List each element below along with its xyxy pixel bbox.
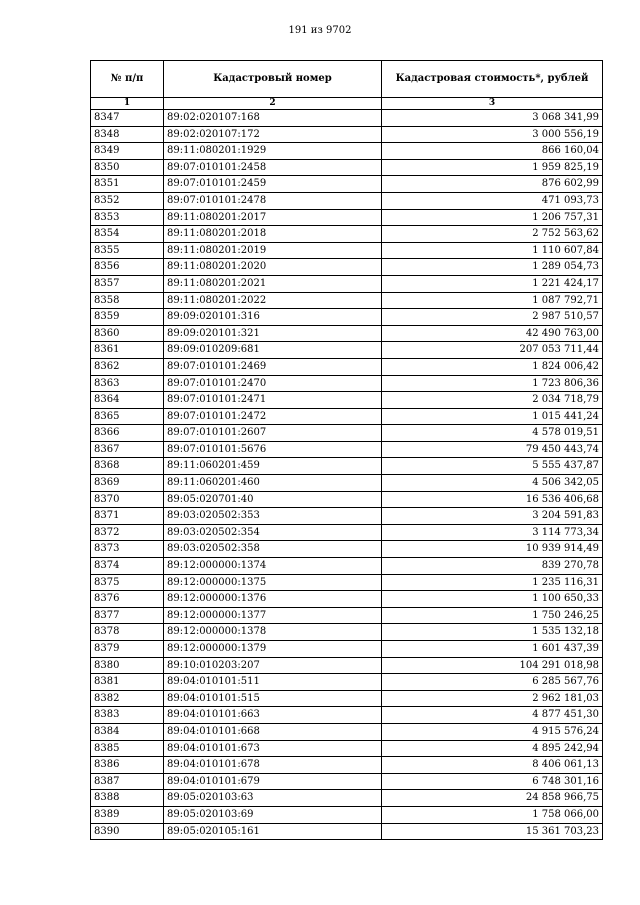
cadastral-number: 89:03:020502:358: [164, 541, 382, 558]
cadastral-number: 89:05:020105:161: [164, 823, 382, 840]
row-index: 8368: [91, 458, 164, 475]
table-row: [91, 275, 603, 292]
cadastral-number: 89:03:020502:354: [164, 524, 382, 541]
cadastral-number: 89:12:000000:1379: [164, 641, 382, 658]
table-row: [91, 690, 603, 707]
cadastral-value: 1 087 792,71: [382, 292, 603, 309]
row-index: 8373: [91, 541, 164, 558]
cadastral-value: 471 093,73: [382, 192, 603, 209]
table-row: [91, 790, 603, 807]
cadastral-number: 89:10:010203:207: [164, 657, 382, 674]
table-row: [91, 657, 603, 674]
cadastral-value: 16 536 406,68: [382, 491, 603, 508]
cadastral-value: 24 858 966,75: [382, 790, 603, 807]
cadastral-value: 79 450 443,74: [382, 441, 603, 458]
row-index: 8387: [91, 773, 164, 790]
cadastral-number: 89:07:010101:2458: [164, 159, 382, 176]
cadastral-value: 8 406 061,13: [382, 757, 603, 774]
cadastral-value: 2 752 563,62: [382, 226, 603, 243]
row-index: 8374: [91, 558, 164, 575]
cadastral-number: 89:12:000000:1375: [164, 574, 382, 591]
table-row: [91, 375, 603, 392]
row-index: 8350: [91, 159, 164, 176]
table-row: [91, 143, 603, 160]
row-index: 8386: [91, 757, 164, 774]
cadastral-value: 1 289 054,73: [382, 259, 603, 276]
cadastral-number: 89:04:010101:673: [164, 740, 382, 757]
cadastral-value: 2 962 181,03: [382, 690, 603, 707]
cadastral-number: 89:11:080201:2020: [164, 259, 382, 276]
cadastral-number: 89:04:010101:678: [164, 757, 382, 774]
column-number: 2: [164, 98, 382, 110]
cadastral-value: 839 270,78: [382, 558, 603, 575]
cadastral-value: 15 361 703,23: [382, 823, 603, 840]
table-row: [91, 707, 603, 724]
header-cadastral-value: Кадастровая стоимость*, рублей: [382, 61, 603, 98]
table-row: [91, 491, 603, 508]
cadastral-table: [90, 60, 603, 840]
cadastral-number: 89:07:010101:2470: [164, 375, 382, 392]
table-row: [91, 674, 603, 691]
cadastral-number: 89:11:060201:459: [164, 458, 382, 475]
row-index: 8351: [91, 176, 164, 193]
table-row: [91, 757, 603, 774]
cadastral-number: 89:09:010209:681: [164, 342, 382, 359]
cadastral-number: 89:04:010101:668: [164, 723, 382, 740]
cadastral-value: 10 939 914,49: [382, 541, 603, 558]
table-row: [91, 392, 603, 409]
row-index: 8352: [91, 192, 164, 209]
row-index: 8359: [91, 309, 164, 326]
cadastral-number: 89:04:010101:511: [164, 674, 382, 691]
cadastral-number: 89:07:010101:2478: [164, 192, 382, 209]
cadastral-number: 89:04:010101:515: [164, 690, 382, 707]
table-row: [91, 574, 603, 591]
row-index: 8360: [91, 325, 164, 342]
row-index: 8347: [91, 110, 164, 127]
row-index: 8364: [91, 392, 164, 409]
cadastral-number: 89:07:010101:2469: [164, 358, 382, 375]
cadastral-value: 4 915 576,24: [382, 723, 603, 740]
table-row: [91, 508, 603, 525]
cadastral-number: 89:02:020107:172: [164, 126, 382, 143]
row-index: 8362: [91, 358, 164, 375]
column-number-row: [91, 98, 603, 110]
cadastral-value: 42 490 763,00: [382, 325, 603, 342]
cadastral-value: 1 824 006,42: [382, 358, 603, 375]
page-number: 191 из 9702: [288, 25, 352, 36]
row-index: 8358: [91, 292, 164, 309]
table-row: [91, 309, 603, 326]
table-row: [91, 458, 603, 475]
row-index: 8365: [91, 408, 164, 425]
cadastral-value: 1 750 246,25: [382, 607, 603, 624]
cadastral-value: 6 748 301,16: [382, 773, 603, 790]
cadastral-number: 89:09:020101:316: [164, 309, 382, 326]
row-index: 8370: [91, 491, 164, 508]
table-row: [91, 723, 603, 740]
row-index: 8371: [91, 508, 164, 525]
row-index: 8366: [91, 425, 164, 442]
table-row: [91, 226, 603, 243]
cadastral-number: 89:07:010101:2607: [164, 425, 382, 442]
cadastral-number: 89:03:020502:353: [164, 508, 382, 525]
row-index: 8353: [91, 209, 164, 226]
table-row: [91, 408, 603, 425]
cadastral-value: 3 068 341,99: [382, 110, 603, 127]
cadastral-value: 4 877 451,30: [382, 707, 603, 724]
cadastral-number: 89:04:010101:679: [164, 773, 382, 790]
cadastral-number: 89:05:020103:63: [164, 790, 382, 807]
row-index: 8369: [91, 475, 164, 492]
cadastral-number: 89:04:010101:663: [164, 707, 382, 724]
cadastral-value: 3 000 556,19: [382, 126, 603, 143]
row-index: 8389: [91, 806, 164, 823]
table-row: [91, 126, 603, 143]
row-index: 8348: [91, 126, 164, 143]
cadastral-value: 1 535 132,18: [382, 624, 603, 641]
cadastral-value: 1 110 607,84: [382, 242, 603, 259]
cadastral-number: 89:07:010101:2472: [164, 408, 382, 425]
cadastral-value: 3 114 773,34: [382, 524, 603, 541]
cadastral-value: 1 015 441,24: [382, 408, 603, 425]
cadastral-number: 89:05:020103:69: [164, 806, 382, 823]
table-row: [91, 342, 603, 359]
row-index: 8357: [91, 275, 164, 292]
table-row: [91, 641, 603, 658]
cadastral-number: 89:12:000000:1378: [164, 624, 382, 641]
row-index: 8361: [91, 342, 164, 359]
cadastral-number: 89:02:020107:168: [164, 110, 382, 127]
cadastral-value: 1 235 116,31: [382, 574, 603, 591]
table-row: [91, 242, 603, 259]
header-row: [91, 61, 603, 98]
cadastral-value: 2 987 510,57: [382, 309, 603, 326]
table-body: [91, 110, 603, 840]
table-row: [91, 292, 603, 309]
row-index: 8355: [91, 242, 164, 259]
row-index: 8363: [91, 375, 164, 392]
column-number: 3: [382, 98, 603, 110]
table-row: [91, 475, 603, 492]
cadastral-number: 89:11:080201:1929: [164, 143, 382, 160]
cadastral-number: 89:11:060201:460: [164, 475, 382, 492]
table-row: [91, 259, 603, 276]
cadastral-number: 89:11:080201:2017: [164, 209, 382, 226]
row-index: 8380: [91, 657, 164, 674]
cadastral-number: 89:11:080201:2022: [164, 292, 382, 309]
table-row: [91, 159, 603, 176]
cadastral-number: 89:07:010101:2459: [164, 176, 382, 193]
row-index: 8385: [91, 740, 164, 757]
table-row: [91, 624, 603, 641]
table-row: [91, 591, 603, 608]
cadastral-value: 1 601 437,39: [382, 641, 603, 658]
row-index: 8372: [91, 524, 164, 541]
cadastral-value: 876 602,99: [382, 176, 603, 193]
cadastral-value: 1 723 806,36: [382, 375, 603, 392]
cadastral-value: 4 578 019,51: [382, 425, 603, 442]
row-index: 8388: [91, 790, 164, 807]
row-index: 8383: [91, 707, 164, 724]
table-row: [91, 358, 603, 375]
table-row: [91, 441, 603, 458]
table-row: [91, 823, 603, 840]
cadastral-value: 4 895 242,94: [382, 740, 603, 757]
table-row: [91, 806, 603, 823]
cadastral-number: 89:12:000000:1374: [164, 558, 382, 575]
row-index: 8390: [91, 823, 164, 840]
table-row: [91, 425, 603, 442]
row-index: 8384: [91, 723, 164, 740]
cadastral-number: 89:07:010101:5676: [164, 441, 382, 458]
cadastral-value: 866 160,04: [382, 143, 603, 160]
table-row: [91, 524, 603, 541]
table-row: [91, 325, 603, 342]
table-row: [91, 209, 603, 226]
cadastral-value: 207 053 711,44: [382, 342, 603, 359]
cadastral-number: 89:11:080201:2019: [164, 242, 382, 259]
cadastral-value: 1 758 066,00: [382, 806, 603, 823]
row-index: 8367: [91, 441, 164, 458]
cadastral-value: 2 034 718,79: [382, 392, 603, 409]
table-row: [91, 176, 603, 193]
row-index: 8377: [91, 607, 164, 624]
row-index: 8379: [91, 641, 164, 658]
table-row: [91, 773, 603, 790]
row-index: 8354: [91, 226, 164, 243]
cadastral-value: 3 204 591,83: [382, 508, 603, 525]
row-index: 8356: [91, 259, 164, 276]
cadastral-number: 89:07:010101:2471: [164, 392, 382, 409]
table-row: [91, 110, 603, 127]
header-index: № п/п: [91, 61, 164, 98]
cadastral-number: 89:12:000000:1377: [164, 607, 382, 624]
cadastral-number: 89:05:020701:40: [164, 491, 382, 508]
table-row: [91, 541, 603, 558]
cadastral-value: 1 100 650,33: [382, 591, 603, 608]
cadastral-value: 4 506 342,05: [382, 475, 603, 492]
cadastral-value: 5 555 437,87: [382, 458, 603, 475]
row-index: 8378: [91, 624, 164, 641]
cadastral-value: 1 206 757,31: [382, 209, 603, 226]
table-row: [91, 740, 603, 757]
table-row: [91, 192, 603, 209]
row-index: 8381: [91, 674, 164, 691]
row-index: 8375: [91, 574, 164, 591]
header-cadastral-number: Кадастровый номер: [164, 61, 382, 98]
cadastral-value: 6 285 567,76: [382, 674, 603, 691]
table-row: [91, 607, 603, 624]
cadastral-number: 89:12:000000:1376: [164, 591, 382, 608]
row-index: 8349: [91, 143, 164, 160]
table-row: [91, 558, 603, 575]
cadastral-number: 89:11:080201:2018: [164, 226, 382, 243]
cadastral-value: 1 221 424,17: [382, 275, 603, 292]
cadastral-number: 89:11:080201:2021: [164, 275, 382, 292]
row-index: 8382: [91, 690, 164, 707]
row-index: 8376: [91, 591, 164, 608]
cadastral-number: 89:09:020101:321: [164, 325, 382, 342]
cadastral-value: 104 291 018,98: [382, 657, 603, 674]
column-number: 1: [91, 98, 164, 110]
cadastral-value: 1 959 825,19: [382, 159, 603, 176]
